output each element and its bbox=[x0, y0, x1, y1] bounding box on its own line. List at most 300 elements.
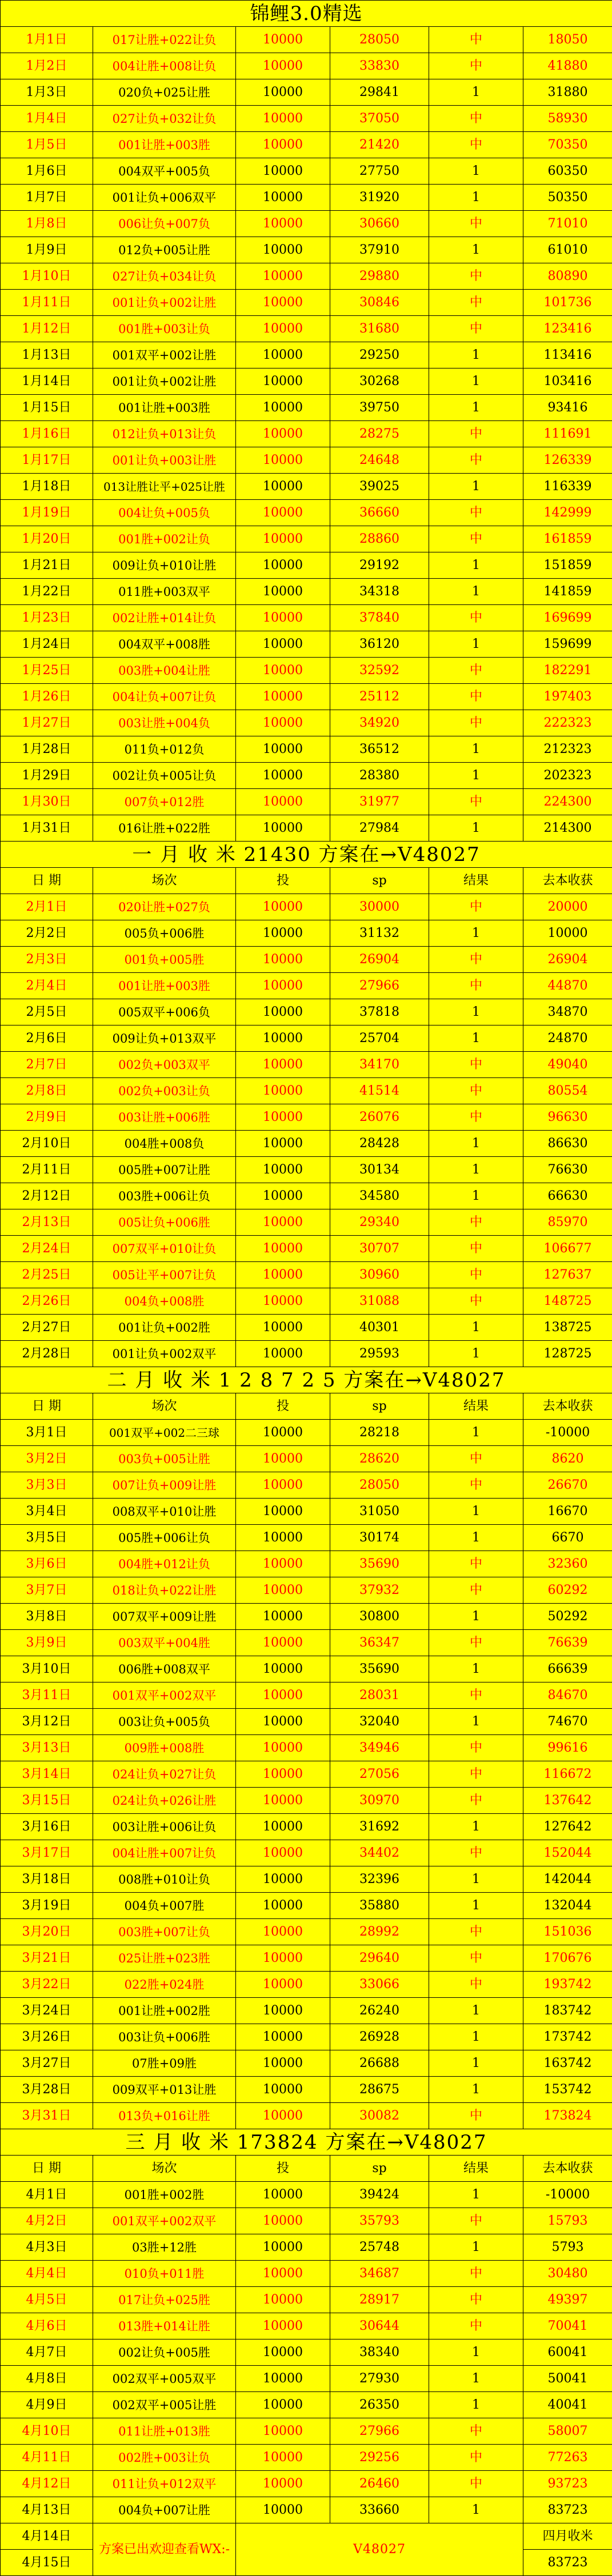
cell-stake: 10000 bbox=[236, 1551, 330, 1577]
cell-profit: 6670 bbox=[523, 1525, 612, 1551]
cell-match: 011负+012负 bbox=[93, 736, 236, 763]
table-row bbox=[1, 2234, 612, 2261]
table-row bbox=[1, 1052, 612, 1078]
cell-match: 003双平+004胜 bbox=[93, 1630, 236, 1656]
cell-stake: 10000 bbox=[236, 421, 330, 447]
table-row bbox=[1, 1236, 612, 1262]
cell-sp: 27056 bbox=[330, 1761, 429, 1788]
cell-stake: 10000 bbox=[236, 106, 330, 132]
cell-profit: 66639 bbox=[523, 1656, 612, 1682]
cell-sp: 30707 bbox=[330, 1236, 429, 1262]
cell-date: 1月31日 bbox=[1, 815, 93, 842]
cell-stake: 10000 bbox=[236, 1604, 330, 1630]
cell-result: 1 bbox=[429, 2366, 523, 2392]
cell-result: 1 bbox=[429, 1499, 523, 1525]
table-row bbox=[1, 1814, 612, 1840]
cell-stake: 10000 bbox=[236, 1104, 330, 1131]
cell-match: 001胜+003让负 bbox=[93, 316, 236, 342]
cell-profit: 77263 bbox=[523, 2445, 612, 2471]
cell-sp: 33066 bbox=[330, 1972, 429, 1998]
cell-match: 001双平+002让胜 bbox=[93, 342, 236, 368]
cell-match: 027让负+034让负 bbox=[93, 263, 236, 290]
cell-date: 2月25日 bbox=[1, 1262, 93, 1288]
cell-date: 3月24日 bbox=[1, 1998, 93, 2024]
table-row bbox=[1, 395, 612, 421]
table-row bbox=[1, 447, 612, 474]
cell-result: 1 bbox=[429, 237, 523, 263]
header-sp: sp bbox=[330, 1393, 429, 1420]
cell-result: 中 bbox=[429, 1630, 523, 1656]
cell-stake: 10000 bbox=[236, 1972, 330, 1998]
cell-result: 1 bbox=[429, 1525, 523, 1551]
cell-stake: 10000 bbox=[236, 1761, 330, 1788]
cell-match: 004双平+008胜 bbox=[93, 631, 236, 658]
cell-stake: 10000 bbox=[236, 1209, 330, 1236]
cell-profit: 214300 bbox=[523, 815, 612, 842]
cell-match: 001让胜+003胜 bbox=[93, 132, 236, 158]
cell-sp: 31680 bbox=[330, 316, 429, 342]
cell-sp: 34920 bbox=[330, 710, 429, 736]
cell-date: 2月5日 bbox=[1, 999, 93, 1025]
table-row bbox=[1, 1972, 612, 1998]
cell-sp: 31088 bbox=[330, 1288, 429, 1315]
header-date: 日 期 bbox=[1, 868, 93, 894]
cell-match: 006胜+008双平 bbox=[93, 1656, 236, 1682]
table-row bbox=[1, 894, 612, 920]
cell-profit: 24870 bbox=[523, 1025, 612, 1052]
table-row bbox=[1, 763, 612, 789]
cell-match: 001让胜+003胜 bbox=[93, 395, 236, 421]
month-summary: 三 月 收 米 173824 方案在→V48027 bbox=[1, 2129, 612, 2156]
footer-date-2: 4月15日 bbox=[1, 2550, 93, 2576]
cell-date: 1月26日 bbox=[1, 684, 93, 710]
cell-result: 中 bbox=[429, 1288, 523, 1315]
cell-match: 005负+006胜 bbox=[93, 920, 236, 947]
cell-profit: 71010 bbox=[523, 211, 612, 237]
cell-profit: 101736 bbox=[523, 290, 612, 316]
cell-stake: 10000 bbox=[236, 1183, 330, 1209]
header-match: 场次 bbox=[93, 868, 236, 894]
table-row bbox=[1, 815, 612, 842]
cell-result: 1 bbox=[429, 79, 523, 106]
cell-match: 008胜+010让负 bbox=[93, 1866, 236, 1893]
cell-match: 003让胜+004负 bbox=[93, 710, 236, 736]
cell-match: 022胜+024胜 bbox=[93, 1972, 236, 1998]
cell-sp: 34402 bbox=[330, 1840, 429, 1866]
cell-match: 005胜+006让负 bbox=[93, 1525, 236, 1551]
cell-match: 001让胜+003胜 bbox=[93, 973, 236, 999]
cell-profit: 84670 bbox=[523, 1682, 612, 1709]
cell-sp: 33660 bbox=[330, 2497, 429, 2523]
cell-profit: 116339 bbox=[523, 474, 612, 500]
cell-date: 1月3日 bbox=[1, 79, 93, 106]
cell-date: 1月1日 bbox=[1, 27, 93, 53]
cell-stake: 10000 bbox=[236, 1945, 330, 1972]
cell-date: 1月10日 bbox=[1, 263, 93, 290]
cell-sp: 33830 bbox=[330, 53, 429, 79]
cell-result: 中 bbox=[429, 1919, 523, 1945]
cell-result: 1 bbox=[429, 368, 523, 395]
cell-profit: 70350 bbox=[523, 132, 612, 158]
table-row bbox=[1, 1131, 612, 1157]
cell-sp: 26240 bbox=[330, 1998, 429, 2024]
cell-date: 3月22日 bbox=[1, 1972, 93, 1998]
table-row bbox=[1, 1420, 612, 1446]
cell-date: 1月2日 bbox=[1, 53, 93, 79]
cell-sp: 29640 bbox=[330, 1945, 429, 1972]
cell-profit: 8620 bbox=[523, 1446, 612, 1472]
cell-match: 001双平+002二三球 bbox=[93, 1420, 236, 1446]
table-row bbox=[1, 1104, 612, 1131]
cell-sp: 26688 bbox=[330, 2050, 429, 2077]
cell-stake: 10000 bbox=[236, 1236, 330, 1262]
cell-sp: 36660 bbox=[330, 500, 429, 526]
cell-sp: 30174 bbox=[330, 1525, 429, 1551]
cell-stake: 10000 bbox=[236, 316, 330, 342]
table-row bbox=[1, 368, 612, 395]
cell-stake: 10000 bbox=[236, 132, 330, 158]
table-row bbox=[1, 2418, 612, 2445]
cell-profit: 161859 bbox=[523, 526, 612, 552]
cell-result: 1 bbox=[429, 474, 523, 500]
cell-date: 2月4日 bbox=[1, 973, 93, 999]
cell-result: 1 bbox=[429, 2497, 523, 2523]
table-row bbox=[1, 27, 612, 53]
cell-match: 009让负+013双平 bbox=[93, 1025, 236, 1052]
cell-stake: 10000 bbox=[236, 736, 330, 763]
cell-date: 2月27日 bbox=[1, 1315, 93, 1341]
cell-date: 1月22日 bbox=[1, 579, 93, 605]
header-stake: 投 bbox=[236, 2156, 330, 2182]
cell-profit: 18050 bbox=[523, 27, 612, 53]
cell-date: 3月17日 bbox=[1, 1840, 93, 1866]
table-row bbox=[1, 1630, 612, 1656]
cell-match: 017让负+025胜 bbox=[93, 2287, 236, 2313]
table-row bbox=[1, 2366, 612, 2392]
april-summary-total: 83723 bbox=[523, 2550, 612, 2576]
cell-profit: 93723 bbox=[523, 2471, 612, 2497]
cell-stake: 10000 bbox=[236, 763, 330, 789]
cell-result: 中 bbox=[429, 658, 523, 684]
cell-profit: 128725 bbox=[523, 1341, 612, 1367]
cell-result: 1 bbox=[429, 2339, 523, 2366]
cell-match: 011让胜+013胜 bbox=[93, 2418, 236, 2445]
cell-stake: 10000 bbox=[236, 1788, 330, 1814]
cell-sp: 36120 bbox=[330, 631, 429, 658]
cell-date: 3月27日 bbox=[1, 2050, 93, 2077]
cell-profit: 159699 bbox=[523, 631, 612, 658]
cell-date: 1月4日 bbox=[1, 106, 93, 132]
cell-date: 3月14日 bbox=[1, 1761, 93, 1788]
cell-date: 1月23日 bbox=[1, 605, 93, 631]
cell-date: 3月9日 bbox=[1, 1630, 93, 1656]
cell-match: 003胜+006让负 bbox=[93, 1183, 236, 1209]
cell-result: 1 bbox=[429, 2077, 523, 2103]
cell-date: 1月27日 bbox=[1, 710, 93, 736]
table-row bbox=[1, 684, 612, 710]
cell-match: 001负+005胜 bbox=[93, 947, 236, 973]
cell-sp: 25704 bbox=[330, 1025, 429, 1052]
cell-result: 1 bbox=[429, 1656, 523, 1682]
cell-result: 1 bbox=[429, 2392, 523, 2418]
cell-result: 中 bbox=[429, 1236, 523, 1262]
cell-profit: 85970 bbox=[523, 1209, 612, 1236]
cell-stake: 10000 bbox=[236, 947, 330, 973]
table-row bbox=[1, 211, 612, 237]
cell-sp: 37910 bbox=[330, 237, 429, 263]
cell-date: 2月26日 bbox=[1, 1288, 93, 1315]
cell-result: 1 bbox=[429, 1866, 523, 1893]
cell-sp: 34170 bbox=[330, 1052, 429, 1078]
cell-date: 3月16日 bbox=[1, 1814, 93, 1840]
table-row bbox=[1, 2497, 612, 2523]
cell-profit: 116672 bbox=[523, 1761, 612, 1788]
cell-stake: 10000 bbox=[236, 1499, 330, 1525]
cell-profit: 151036 bbox=[523, 1919, 612, 1945]
cell-result: 中 bbox=[429, 2313, 523, 2339]
table-row bbox=[1, 736, 612, 763]
cell-stake: 10000 bbox=[236, 1893, 330, 1919]
cell-sp: 34580 bbox=[330, 1183, 429, 1209]
cell-match: 002双平+005双平 bbox=[93, 2366, 236, 2392]
cell-sp: 29192 bbox=[330, 552, 429, 579]
cell-result: 中 bbox=[429, 1840, 523, 1866]
cell-result: 中 bbox=[429, 2445, 523, 2471]
table-row bbox=[1, 579, 612, 605]
cell-date: 1月14日 bbox=[1, 368, 93, 395]
cell-stake: 10000 bbox=[236, 263, 330, 290]
cell-sp: 29256 bbox=[330, 2445, 429, 2471]
cell-stake: 10000 bbox=[236, 579, 330, 605]
cell-profit: 15793 bbox=[523, 2208, 612, 2234]
cell-sp: 34687 bbox=[330, 2261, 429, 2287]
header-sp: sp bbox=[330, 868, 429, 894]
cell-stake: 10000 bbox=[236, 1341, 330, 1367]
cell-date: 3月6日 bbox=[1, 1551, 93, 1577]
cell-profit: 138725 bbox=[523, 1315, 612, 1341]
cell-date: 2月8日 bbox=[1, 1078, 93, 1104]
table-row bbox=[1, 710, 612, 736]
table-row bbox=[1, 237, 612, 263]
cell-date: 1月6日 bbox=[1, 158, 93, 185]
cell-match: 008双平+010让胜 bbox=[93, 1499, 236, 1525]
cell-match: 002双平+005让胜 bbox=[93, 2392, 236, 2418]
cell-sp: 32592 bbox=[330, 658, 429, 684]
cell-date: 3月11日 bbox=[1, 1682, 93, 1709]
title-row bbox=[1, 1, 612, 27]
cell-match: 009让负+010让胜 bbox=[93, 552, 236, 579]
cell-stake: 10000 bbox=[236, 1998, 330, 2024]
cell-result: 中 bbox=[429, 316, 523, 342]
cell-profit: 142044 bbox=[523, 1866, 612, 1893]
cell-profit: 173824 bbox=[523, 2103, 612, 2129]
cell-result: 中 bbox=[429, 710, 523, 736]
month-summary-row bbox=[1, 842, 612, 868]
cell-match: 001让负+002双平 bbox=[93, 1341, 236, 1367]
cell-date: 3月7日 bbox=[1, 1577, 93, 1604]
cell-match: 004负+007胜 bbox=[93, 1893, 236, 1919]
table-row bbox=[1, 2339, 612, 2366]
cell-stake: 10000 bbox=[236, 2313, 330, 2339]
cell-match: 001双平+002双平 bbox=[93, 1682, 236, 1709]
cell-sp: 27966 bbox=[330, 973, 429, 999]
cell-match: 017让胜+022让负 bbox=[93, 27, 236, 53]
cell-result: 1 bbox=[429, 763, 523, 789]
cell-sp: 28050 bbox=[330, 1472, 429, 1499]
cell-date: 4月5日 bbox=[1, 2287, 93, 2313]
cell-sp: 26350 bbox=[330, 2392, 429, 2418]
cell-match: 004负+008胜 bbox=[93, 1288, 236, 1315]
cell-stake: 10000 bbox=[236, 1262, 330, 1288]
cell-result: 中 bbox=[429, 53, 523, 79]
table-row bbox=[1, 2261, 612, 2287]
cell-sp: 28380 bbox=[330, 763, 429, 789]
cell-result: 中 bbox=[429, 1577, 523, 1604]
cell-stake: 10000 bbox=[236, 999, 330, 1025]
cell-sp: 30660 bbox=[330, 211, 429, 237]
cell-sp: 35690 bbox=[330, 1551, 429, 1577]
table-row bbox=[1, 1157, 612, 1183]
cell-result: 中 bbox=[429, 894, 523, 920]
cell-result: 中 bbox=[429, 2208, 523, 2234]
cell-result: 1 bbox=[429, 1893, 523, 1919]
cell-result: 1 bbox=[429, 2024, 523, 2050]
cell-result: 1 bbox=[429, 631, 523, 658]
table-row bbox=[1, 2182, 612, 2208]
cell-sp: 25112 bbox=[330, 684, 429, 710]
cell-date: 4月10日 bbox=[1, 2418, 93, 2445]
cell-stake: 10000 bbox=[236, 1577, 330, 1604]
cell-match: 012让负+013让负 bbox=[93, 421, 236, 447]
cell-date: 4月2日 bbox=[1, 2208, 93, 2234]
cell-sp: 37840 bbox=[330, 605, 429, 631]
cell-stake: 10000 bbox=[236, 1131, 330, 1157]
cell-stake: 10000 bbox=[236, 1446, 330, 1472]
cell-match: 003负+005让胜 bbox=[93, 1446, 236, 1472]
table-row bbox=[1, 947, 612, 973]
cell-sp: 27930 bbox=[330, 2366, 429, 2392]
cell-result: 1 bbox=[429, 999, 523, 1025]
cell-stake: 10000 bbox=[236, 1630, 330, 1656]
cell-result: 1 bbox=[429, 1183, 523, 1209]
cell-match: 002让胜+014让负 bbox=[93, 605, 236, 631]
cell-sp: 40301 bbox=[330, 1315, 429, 1341]
cell-date: 1月16日 bbox=[1, 421, 93, 447]
cell-stake: 10000 bbox=[236, 237, 330, 263]
table-row bbox=[1, 1525, 612, 1551]
cell-profit: 20000 bbox=[523, 894, 612, 920]
cell-match: 002胜+003让负 bbox=[93, 2445, 236, 2471]
table-row bbox=[1, 605, 612, 631]
cell-date: 1月13日 bbox=[1, 342, 93, 368]
table-row bbox=[1, 2313, 612, 2339]
table-row bbox=[1, 1656, 612, 1682]
cell-date: 4月9日 bbox=[1, 2392, 93, 2418]
cell-date: 1月17日 bbox=[1, 447, 93, 474]
cell-stake: 10000 bbox=[236, 1157, 330, 1183]
cell-result: 1 bbox=[429, 920, 523, 947]
cell-sp: 29880 bbox=[330, 263, 429, 290]
cell-profit: 163742 bbox=[523, 2050, 612, 2077]
cell-date: 1月24日 bbox=[1, 631, 93, 658]
cell-result: 中 bbox=[429, 684, 523, 710]
cell-result: 1 bbox=[429, 1131, 523, 1157]
cell-sp: 38340 bbox=[330, 2339, 429, 2366]
cell-date: 1月28日 bbox=[1, 736, 93, 763]
cell-stake: 10000 bbox=[236, 2339, 330, 2366]
cell-stake: 10000 bbox=[236, 815, 330, 842]
cell-profit: 103416 bbox=[523, 368, 612, 395]
cell-match: 001让负+003让胜 bbox=[93, 447, 236, 474]
cell-date: 1月29日 bbox=[1, 763, 93, 789]
cell-date: 2月3日 bbox=[1, 947, 93, 973]
cell-match: 004让胜+007让负 bbox=[93, 1840, 236, 1866]
cell-sp: 37932 bbox=[330, 1577, 429, 1604]
table-row bbox=[1, 789, 612, 815]
cell-stake: 10000 bbox=[236, 1656, 330, 1682]
cell-date: 4月6日 bbox=[1, 2313, 93, 2339]
table-row bbox=[1, 1866, 612, 1893]
cell-result: 1 bbox=[429, 2050, 523, 2077]
cell-result: 中 bbox=[429, 447, 523, 474]
cell-profit: 132044 bbox=[523, 1893, 612, 1919]
cell-match: 005胜+007让胜 bbox=[93, 1157, 236, 1183]
cell-stake: 10000 bbox=[236, 973, 330, 999]
cell-sp: 28218 bbox=[330, 1420, 429, 1446]
header-row bbox=[1, 2156, 612, 2182]
cell-sp: 28275 bbox=[330, 421, 429, 447]
cell-result: 中 bbox=[429, 2261, 523, 2287]
cell-profit: -10000 bbox=[523, 2182, 612, 2208]
cell-match: 003胜+007让负 bbox=[93, 1919, 236, 1945]
cell-profit: 173742 bbox=[523, 2024, 612, 2050]
cell-stake: 10000 bbox=[236, 605, 330, 631]
month-summary-row bbox=[1, 2129, 612, 2156]
cell-result: 1 bbox=[429, 579, 523, 605]
cell-match: 007双平+010让负 bbox=[93, 1236, 236, 1262]
cell-stake: 10000 bbox=[236, 290, 330, 316]
cell-profit: 50041 bbox=[523, 2366, 612, 2392]
cell-profit: 26670 bbox=[523, 1472, 612, 1499]
cell-stake: 10000 bbox=[236, 1735, 330, 1761]
cell-profit: 169699 bbox=[523, 605, 612, 631]
cell-result: 1 bbox=[429, 1604, 523, 1630]
cell-profit: 224300 bbox=[523, 789, 612, 815]
cell-match: 020负+025让胜 bbox=[93, 79, 236, 106]
cell-profit: 96630 bbox=[523, 1104, 612, 1131]
cell-sp: 26928 bbox=[330, 2024, 429, 2050]
cell-sp: 41514 bbox=[330, 1078, 429, 1104]
april-summary-label: 四月收米 bbox=[523, 2523, 612, 2550]
table-row bbox=[1, 1577, 612, 1604]
cell-date: 2月9日 bbox=[1, 1104, 93, 1131]
table-row bbox=[1, 106, 612, 132]
cell-sp: 28428 bbox=[330, 1131, 429, 1157]
table-row bbox=[1, 263, 612, 290]
cell-sp: 36512 bbox=[330, 736, 429, 763]
table-row bbox=[1, 973, 612, 999]
cell-profit: 58007 bbox=[523, 2418, 612, 2445]
cell-match: 004让负+005负 bbox=[93, 500, 236, 526]
cell-date: 1月11日 bbox=[1, 290, 93, 316]
cell-profit: 76630 bbox=[523, 1157, 612, 1183]
table-row bbox=[1, 1499, 612, 1525]
cell-match: 011让负+012双平 bbox=[93, 2471, 236, 2497]
cell-match: 004让负+007让负 bbox=[93, 684, 236, 710]
table-row bbox=[1, 1788, 612, 1814]
cell-date: 2月2日 bbox=[1, 920, 93, 947]
header-date: 日 期 bbox=[1, 2156, 93, 2182]
